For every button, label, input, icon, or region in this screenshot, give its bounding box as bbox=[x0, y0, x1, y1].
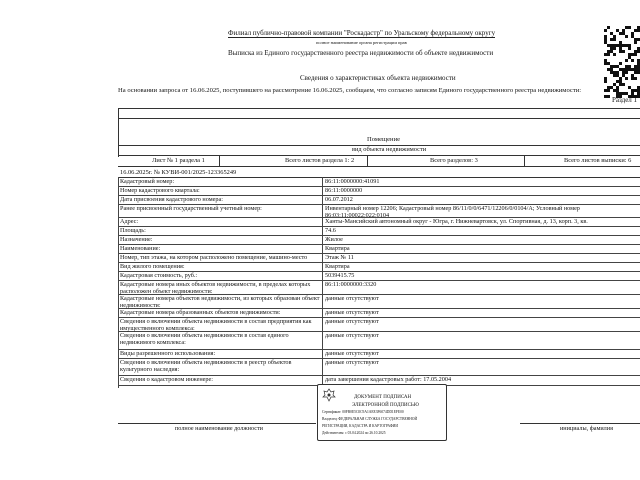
row-value: дата завершения кадастровых работ: 17.05.2004 bbox=[325, 376, 452, 383]
row-value: Этаж № 11 bbox=[325, 254, 354, 261]
row-label: Назначение: bbox=[120, 236, 153, 243]
row-value: Жилое bbox=[325, 236, 343, 243]
row-label: Наименование: bbox=[120, 245, 161, 252]
sheets-total: Всего листов раздела 1: 2 bbox=[285, 157, 355, 164]
row-value: Инвентарный номер 12206; Кадастровый номер 86/11/0/0/6471/12206/0/0104/А; Условный номер 86:03:11:00022:022:0104 bbox=[325, 205, 580, 219]
row-value: Ханты-Мансийский автономный округ - Югра, г. Нижневартовск, ул. Спортивная, д. 13, корп. 3, кв. bbox=[325, 218, 588, 225]
row-label: Кадастровые номера образованных объектов недвижимости: bbox=[120, 309, 281, 316]
row-label: Кадастровая стоимость, руб.: bbox=[120, 272, 198, 279]
row-value: 06.07.2012 bbox=[325, 196, 353, 203]
stamp-title: ДОКУМЕНТ ПОДПИСАН bbox=[354, 395, 412, 400]
e-signature-stamp bbox=[317, 384, 447, 441]
row-label: Номер, тип этажа, на котором расположено помещение, машино-место bbox=[120, 254, 308, 261]
sheet-number: Лист № 1 раздела 1 bbox=[152, 157, 205, 164]
row-label: Дата присвоения кадастрового номера: bbox=[120, 196, 223, 203]
name-caption: инициалы, фамилия bbox=[560, 425, 613, 432]
row-label: Адрес: bbox=[120, 218, 139, 225]
row-value: данные отсутствуют bbox=[325, 332, 379, 339]
row-label: Кадастровые номера иных объектов недвижимости, в пределах которых расположен объект недвижимости: bbox=[120, 281, 311, 295]
row-label: Кадастровые номера объектов недвижимости, из которых образован объект недвижимости: bbox=[120, 295, 320, 309]
org-caption: полное наименование органа регистрации прав bbox=[316, 40, 407, 45]
stamp-subtitle: ЭЛЕКТРОННОЙ ПОДПИСЬЮ bbox=[352, 403, 419, 408]
table-row bbox=[118, 280, 640, 295]
row-value: данные отсутствуют bbox=[325, 318, 379, 325]
row-value: данные отсутствуют bbox=[325, 309, 379, 316]
row-label: Номер кадастрового квартала: bbox=[120, 187, 200, 194]
section-title: Сведения о характеристиках объекта недвижимости bbox=[300, 74, 456, 82]
org-line: Филиал публично-правовой компании "Роскадастр" по Уральскому федеральному округу bbox=[228, 29, 496, 37]
stamp-valid: Действителен: с 03.04.2024 по 26.10.2025 bbox=[322, 431, 386, 435]
doc-number: 16.06.2025г. № КУВИ-001/2025-123365249 bbox=[120, 169, 237, 176]
row-label: Вид жилого помещения: bbox=[120, 263, 185, 270]
basis-text: На основании запроса от 16.06.2025, поступившего на рассмотрение 16.06.2025, сообщаем, что согласно записям Единого государственного реестра недвижимости: bbox=[118, 87, 582, 94]
row-value: данные отсутствуют bbox=[325, 350, 379, 357]
stamp-owner: Владелец: ФЕДЕРАЛЬНАЯ СЛУЖБА ГОСУДАРСТВЕННОЙ bbox=[322, 417, 418, 421]
object-type: Помещение bbox=[367, 136, 401, 143]
row-value: 86:11:0000000:41091 bbox=[325, 178, 380, 185]
table-row bbox=[118, 294, 640, 309]
object-type-caption: вид объекта недвижимости bbox=[352, 146, 427, 153]
row-label: Сведения о кадастровом инженере: bbox=[120, 376, 213, 383]
row-label: Сведения о включении объекта недвижимости в состав единого недвижимого комплекса: bbox=[120, 332, 289, 346]
row-value: 86:11:0000000 bbox=[325, 187, 363, 194]
row-value: данные отсутствуют bbox=[325, 295, 379, 302]
row-value: 86:11:0000000:3320 bbox=[325, 281, 377, 288]
row-value: Квартира bbox=[325, 263, 350, 270]
row-label: Площадь: bbox=[120, 227, 146, 234]
row-label: Ранее присвоенный государственный учетный номер: bbox=[120, 205, 262, 212]
doc-title: Выписка из Единого государственного реестра недвижимости об объекте недвижимости bbox=[228, 49, 494, 57]
position-caption: полное наименование должности bbox=[175, 425, 263, 432]
row-label: Сведения о включении объекта недвижимости в реестр объектов культурного наследия: bbox=[120, 359, 292, 373]
row-value: Квартира bbox=[325, 245, 350, 252]
row-label: Виды разрешенного использования: bbox=[120, 350, 216, 357]
row-label: Сведения о включении объекта недвижимости в состав предприятия как имущественного комплекса: bbox=[120, 318, 312, 332]
pages-total: Всего листов выписки: 6 bbox=[564, 157, 632, 164]
table-row bbox=[118, 317, 640, 332]
sections-total: Всего разделов: 3 bbox=[430, 157, 478, 164]
row-value: 74.6 bbox=[325, 227, 336, 234]
row-value: данные отсутствуют bbox=[325, 359, 379, 366]
section-label: Раздел 1 bbox=[612, 96, 638, 104]
stamp-cert: Сертификат: 00FB0E5C0C9A1AEE3F6074DD1EFE00 bbox=[322, 410, 404, 414]
table-row bbox=[118, 204, 640, 218]
eagle-emblem-icon bbox=[322, 388, 336, 402]
stamp-owner2: РЕГИСТРАЦИИ, КАДАСТРА И КАРТОГРАФИИ bbox=[322, 424, 398, 428]
row-value: 5039415.75 bbox=[325, 272, 355, 279]
row-label: Кадастровый номер: bbox=[120, 178, 175, 185]
qr-code bbox=[604, 26, 640, 98]
table-row bbox=[118, 358, 640, 376]
table-row bbox=[118, 331, 640, 350]
